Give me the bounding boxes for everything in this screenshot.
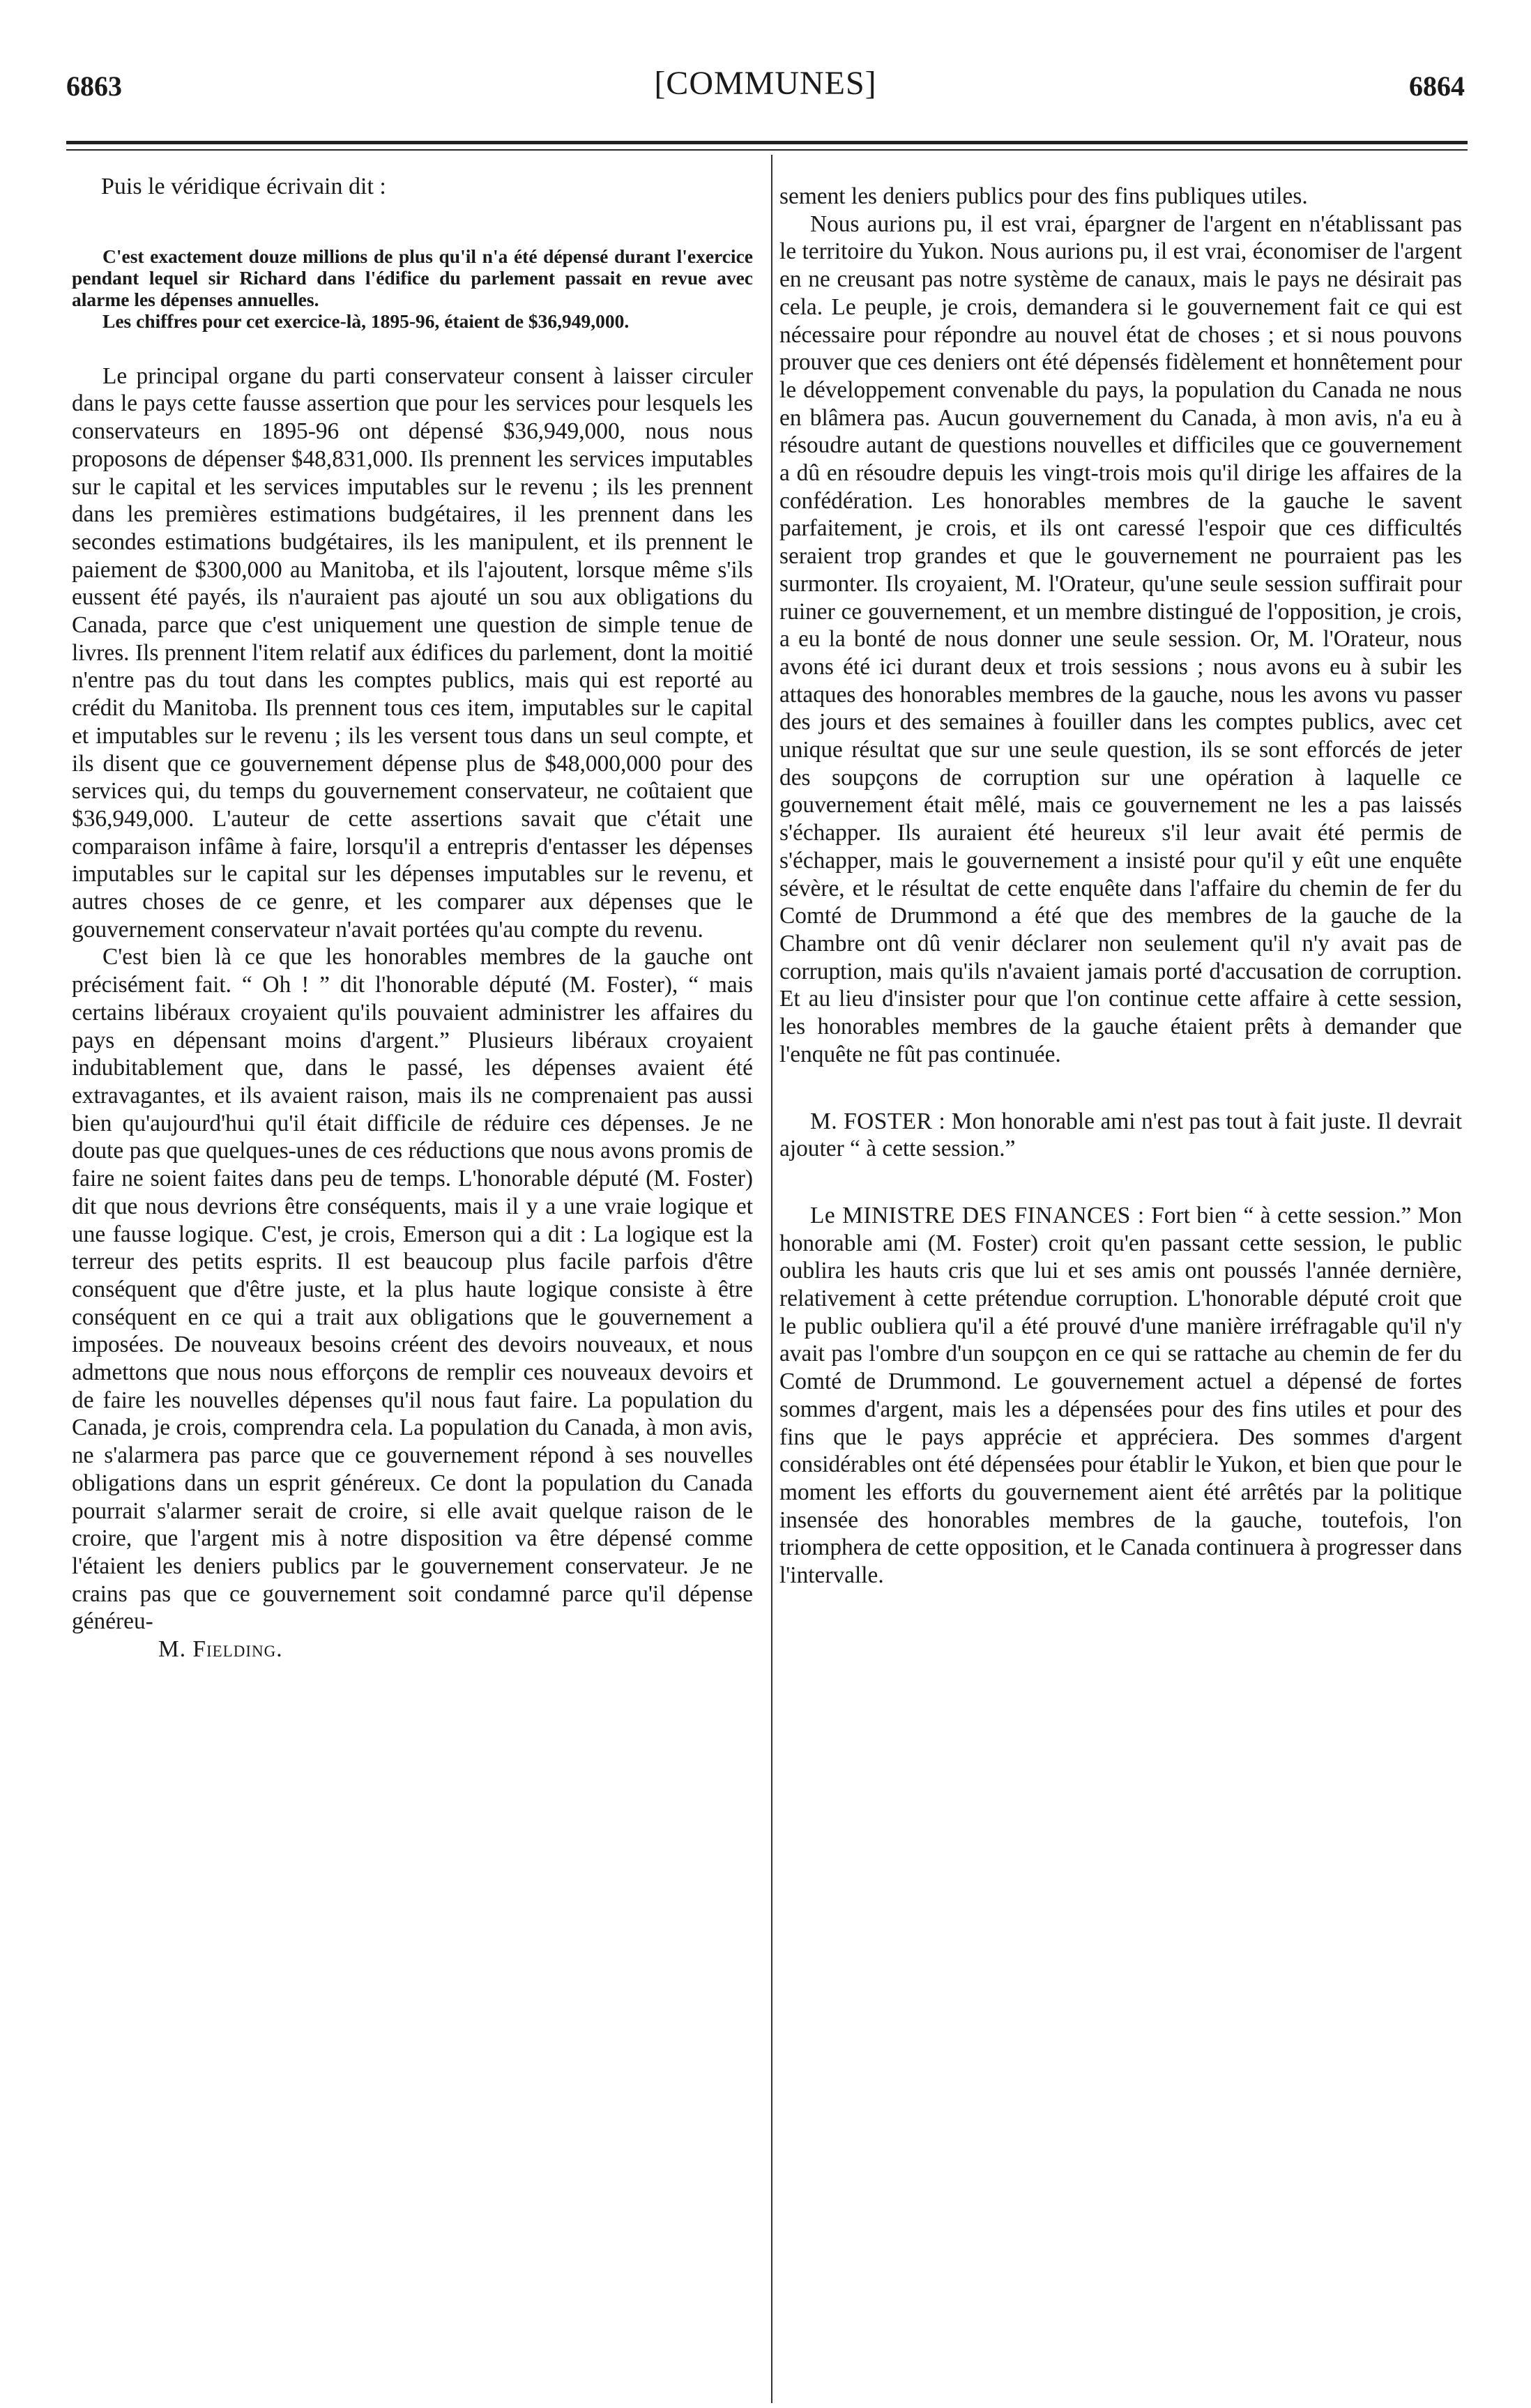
speech-foster	[779, 1108, 1462, 1163]
left-column	[72, 173, 753, 1663]
body-paragraph: C'est bien là ce que les honorables membres de la gauche ont précisément fait. “ Oh ! ” dit l'honorable député (M. Foster), “ mais certains libéraux croyaient qu'ils pouvaient administrer les affaires du pays en dépensant moins d'argent.” Plusieurs libéraux croyaient indubitablement que, dans le passé, les dépenses avaient été extravagantes, et ils avaient raison, mais ils ne comprenaient pas aussi bien qu'aujourd'hui qu'il était difficile de réduire ces dépenses. Je ne doute pas que quelques-unes de ces réductions que nous avons promis de faire ne soient faites dans peu de temps. L'honorable député (M. Foster) dit que nous devrions être conséquents, mais il y a une vraie logique et une fausse logique. C'est, je crois, Emerson qui a dit : La logique est la terreur des petits esprits. Il est beaucoup plus facile parfois d'être conséquent que d'être juste, et la plus haute logique consiste à être conséquent en ce qui a trait aux obligations que le gouvernement a imposées. De nouveaux besoins créent des devoirs nouveaux, et nous admettons que nous nous efforçons de remplir ces nouveaux devoirs et de faire les nouvelles dépenses qu'il nous faut faire. La population du Canada, je crois, comprendra cela. La population du Canada, à mon avis, ne s'alarmera pas parce que ce gouvernement répond à ses nouvelles obligations dans un esprit généreux. Ce dont la population du Canada pourrait s'alarmer serait de croire, si elle avait quelque raison de le croire, que l'argent mis à notre disposition va être dépensé comme l'étaient les deniers publics par le gouvernement conservateur. Je ne crains pas que ce gouvernement soit condamné parce qu'il dépense généreu-	[72, 944, 753, 1635]
quote-paragraph: Les chiffres pour cet exercice-là, 1895-96, étaient de $36,949,000.	[102, 310, 630, 332]
speaker-signature: M. Fielding.	[158, 1636, 283, 1663]
header-rule-thick	[66, 141, 1468, 144]
block-quote	[72, 245, 753, 332]
intro-line: Puis le véridique écrivain dit :	[101, 174, 386, 199]
body-paragraph: Le principal organe du parti conservateur consent à laisser circuler dans le pays cette fausse assertion que pour les services pour lesquels les conservateurs en 1895-96 ont dépensé $36,949,000, nous nous proposons de dépenser $48,831,000. Ils prennent les services imputables sur le capital et les services imputables sur le revenu ; ils les prennent dans les premières estimations budgétaires, il les prennent dans les secondes estimations budgétaires, ils les manipulent, et ils prennent le paiement de $300,000 au Manitoba, et ils l'ajoutent, lorsque même s'ils eussent été payés, ils n'auraient pas ajouté un sou aux obligations du Canada, parce que c'est uniquement une question de simple tenue de livres. Ils prennent l'item relatif aux édifices du parlement, dont la moitié n'entre pas du tout dans les comptes publics, mais qui est reporté au crédit du Manitoba. Ils prennent tous ces item, imputables sur le capital et imputables sur le revenu ; ils les versent tous dans un seul compte, et ils disent que ce gouvernement dépense plus de $48,000,000 pour des services qui, du temps du gouvernement conservateur, ne coûtaient que $36,949,000. L'auteur de cette assertions savait que c'était une comparaison infâme à faire, lorsqu'il a entrepris d'entasser les dépenses imputables sur le capital sur les dépenses imputables sur le revenu, et autres choses de ce genre, et les comparer aux dépenses que le gouvernement conservateur n'avait portées qu'au compte du revenu.	[72, 363, 753, 943]
body-paragraph: Nous aurions pu, il est vrai, épargner de l'argent en n'établissant pas le territoire du Yukon. Nous aurions pu, il est vrai, économiser de l'argent en ne creusant pas notre système de canaux, mais le pays ne désirait pas cela. Le peuple, je crois, demandera si le gouvernement fait ce qui est nécessaire pour répondre au nouvel état de choses ; et si nous pouvons prouver que ces deniers ont été dépensés fidèlement et honnêtement pour le développement convenable du pays, la population du Canada ne nous en blâmera pas. Aucun gouvernement du Canada, à mon avis, n'a eu à résoudre autant de questions nouvelles et difficiles que ce gouvernement a dû en résoudre depuis les vingt-trois mois qu'il dirige les affaires de la confédération. Les honorables membres de la gauche le savent parfaitement, je crois, et ils ont caressé l'espoir que ces difficultés seraient trop grandes et que le gouvernement ne pourraient pas les surmonter. Ils croyaient, M. l'Orateur, qu'une seule session suffirait pour ruiner ce gouvernement, et un membre distingué de l'opposition, je crois, a eu la bonté de nous donner une seule session. Or, M. l'Orateur, nous avons été ici durant deux et trois sessions ; nous avons eu à subir les attaques des honorables membres de la gauche, nous les avons vu passer des jours et des semaines à fouiller dans les comptes publics, avec cet unique résultat que sur une seule question, ils se sont efforcés de jeter des soupçons de corruption sur une opération à laquelle ce gouvernement était mêlé, mais ce gouvernement ne les a pas laissés s'échapper. Ils auraient été heureux s'il leur avait été permis de s'échapper, mais le gouvernement a insisté pour qu'il y eût une enquête sévère, et le résultat de cette enquête dans l'affaire du chemin de fer du Comté de Drummond a été que des membres de la gauche de la Chambre ont dû venir déclarer non seulement qu'il n'y avait pas de corruption, mais qu'ils n'avaient jamais porté d'accusation de corruption. Et au lieu d'insister pour que l'on continue cette affaire à cette session, les honorables membres de la gauche étaient prêts à demander que l'enquête ne fût pas continuée.	[779, 211, 1462, 1067]
speech-minister	[779, 1202, 1462, 1590]
quote-paragraph: C'est exactement douze millions de plus qu'il n'a été dépensé durant l'exercice pendant lequel sir Richard dans l'édifice du parlement passait en revue avec alarme les dépenses annuelles.	[72, 245, 753, 310]
speech-text: Fort bien “ à cette session.” Mon honorable ami (M. Foster) croit qu'en passant cette session, le public oublira les hauts cris que lui et ses amis ont poussés l'année dernière, relativement à cette prétendue corruption. L'honorable député croit que le public oubliera qu'il a été prouvé d'une manière irréfragable qu'il n'y avait pas l'ombre d'un soupçon en ce qui se rattache au chemin de fer du Comté de Drummond. Le gouvernement actuel a dépensé de fortes sommes d'argent, mais les a dépensées pour des fins utiles et pour des fins que le pays apprécie et appréciera. Des sommes d'argent considérables ont été dépensées pour établir le Yukon, et bien que pour le moment les efforts du gouvernement aient été arrêtés par la politique insensée des honorables membres de la gauche, toutefois, l'on triomphera de cette opposition, et le Canada continuera à progresser dans l'intervalle.	[779, 1202, 1462, 1589]
right-column	[779, 183, 1462, 1590]
page-header	[0, 0, 1531, 119]
speaker-name: M. FOSTER :	[810, 1108, 946, 1134]
running-title: [COMMUNES]	[654, 65, 877, 102]
header-rule-thin	[66, 149, 1468, 151]
column-divider	[771, 155, 772, 2403]
speaker-name: Le MINISTRE DES FINANCES :	[810, 1202, 1145, 1228]
page-number-left: 6863	[66, 70, 122, 102]
speech-text: Mon honorable ami n'est pas tout à fait juste. Il devrait ajouter “ à cette session.”	[779, 1108, 1462, 1162]
page-number-right: 6864	[1409, 70, 1465, 102]
body-paragraph: sement les deniers publics pour des fins publiques utiles.	[779, 183, 1308, 209]
